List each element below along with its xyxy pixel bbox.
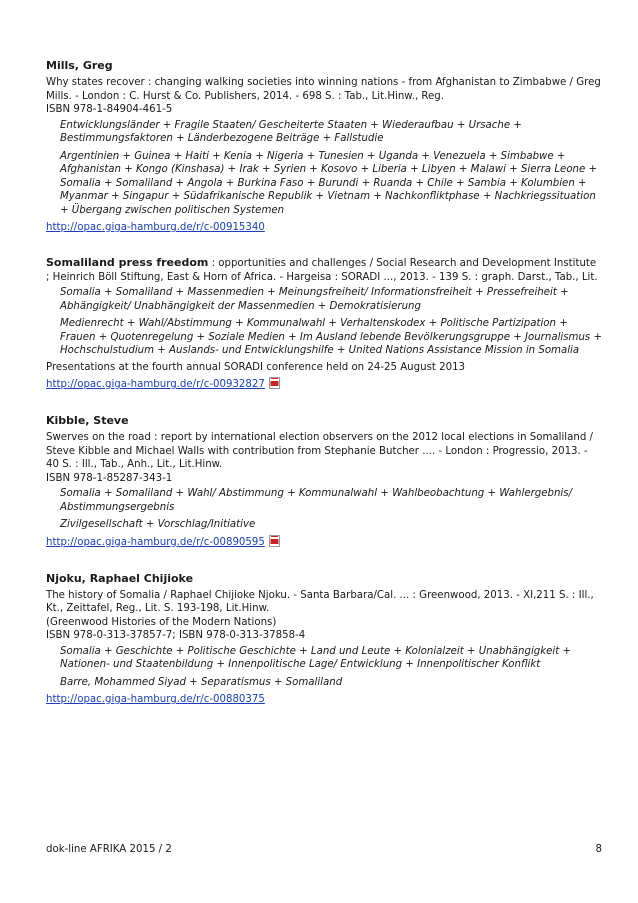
entry-description-rest: : opportunities and challenges / Social Research and Development Institute ; Heinrich Böll Stiftung, East & Horn of Africa. - Hargeisa : SORADI ..., 2013. - 139 S. : graph. Darst., Tab., Lit. (46, 258, 598, 283)
entry-description: Why states recover : changing walking societies into winning nations - from Afghanistan to Zimbabwe / Greg Mills. - London : C. Hurst & Co. Publishers, 2014. - 698 S. : Tab., Lit.Hinw., Reg. (46, 77, 601, 102)
entry-keywords: Barre, Mohammed Siyad + Separatismus + Somaliland (60, 676, 343, 688)
entry-keywords: Entwicklungsländer + Fragile Staaten/ Gescheiterte Staaten + Wiederaufbau + Ursache + Bestimmungsfaktoren + Länderbezogene Beiträge + Fallstudie (60, 119, 522, 144)
entry-isbn: ISBN 978-1-85287-343-1 (46, 472, 173, 484)
entry-keywords: Zivilgesellschaft + Vorschlag/Initiative (60, 519, 256, 530)
bibliography-entry (46, 58, 602, 235)
entry-link-row (46, 221, 602, 235)
pdf-file-icon[interactable] (269, 377, 280, 389)
catalog-link[interactable]: http://opac.giga-hamburg.de/r/c-00915340 (46, 222, 265, 233)
entry-keywords: Somalia + Somaliland + Massenmedien + Meinungsfreiheit/ Informationsfreiheit + Pressefreiheit + Abhängigkeit/ Unabhängigkeit der Massenmedien + Demokratisierung (60, 287, 569, 312)
entry-author: Mills, Greg (46, 59, 113, 72)
entry-description: Swerves on the road : report by international election observers on the 2012 local elections in Somaliland / Steve Kibble and Michael Walls with contribution from Stephanie Butcher .... - London : Progressio, 2013. - 40 S. : Ill., Tab., Anh., Lit., Lit.Hinw. (46, 432, 593, 470)
entry-isbn: ISBN 978-0-313-37857-7; ISBN 978-0-313-37858-4 (46, 630, 306, 641)
bibliography-entry (46, 256, 602, 392)
entry-keywords: Argentinien + Guinea + Haiti + Kenia + Nigeria + Tunesien + Uganda + Venezuela + Simbabwe + Afghanistan + Kongo (Kinshasa) + Irak + Syrien + Kosovo + Liberia + Libyen + Malawi + Sierra Leone + Somalia + Somaliland + Angola + Burkina Faso + Burundi + Ruanda + Chile + Sambia + Kolumbien + Myanmar + Singapur + Südafrikanische Republik + Vietnam + Nachkonfliktphase + Nachkriegssituation + Übergang zwischen politischen Systemen (60, 150, 598, 216)
entry-author: Njoku, Raphael Chijioke (46, 571, 194, 585)
bibliography-list (46, 58, 602, 728)
footer-publication: dok-line AFRIKA 2015 / 2 (46, 844, 172, 855)
entry-description (46, 256, 602, 284)
entry-keywords: Somalia + Somaliland + Wahl/ Abstimmung + Kommunalwahl + Wahlbeobachtung + Wahlergebnis/ Abstimmungsergebnis (60, 488, 572, 513)
pdf-file-icon[interactable] (269, 535, 280, 547)
entry-link-row (46, 536, 602, 550)
entry-title-lead: Somaliland press freedom (46, 256, 209, 269)
entry-author: Kibble, Steve (46, 414, 129, 427)
page-number: 8 (595, 844, 602, 855)
catalog-link[interactable]: http://opac.giga-hamburg.de/r/c-00890595 (46, 536, 265, 548)
catalog-link[interactable]: http://opac.giga-hamburg.de/r/c-00880375 (46, 694, 265, 705)
entry-keywords: Somalia + Geschichte + Politische Geschichte + Land und Leute + Kolonialzeit + Unabhängigkeit + Nationen- und Staatenbildung + Innenpolitische Lage/ Entwicklung + Innenpolitischer Konflikt (60, 645, 572, 670)
entry-link-row (46, 378, 602, 392)
page-footer (46, 844, 602, 855)
entry-link-row (46, 693, 602, 707)
catalog-link[interactable]: http://opac.giga-hamburg.de/r/c-00932827 (46, 379, 265, 390)
entry-series: (Greenwood Histories of the Modern Nations) (46, 616, 277, 628)
bibliography-entry (46, 413, 602, 550)
entry-description: The history of Somalia / Raphael Chijioke Njoku. - Santa Barbara/Cal. ... : Greenwood, 2013. - XI,211 S. : Ill., Kt., Zeittafel, Reg., Lit. S. 193-198, Lit.Hinw. (46, 589, 594, 614)
bibliography-entry (46, 571, 602, 708)
entry-keywords: Medienrecht + Wahl/Abstimmung + Kommunalwahl + Verhaltenskodex + Politische Partizipation + Frauen + Quotenregelung + Soziale Medien + Im Ausland lebende Bevölkerungsgruppe + Journalismus + Hochschulstudium + Auslands- und Entwicklungshilfe + United Nations Assistance Mission in Somalia (60, 318, 603, 356)
entry-isbn: ISBN 978-1-84904-461-5 (46, 104, 173, 115)
entry-note: Presentations at the fourth annual SORADI conference held on 24-25 August 2013 (46, 361, 466, 373)
